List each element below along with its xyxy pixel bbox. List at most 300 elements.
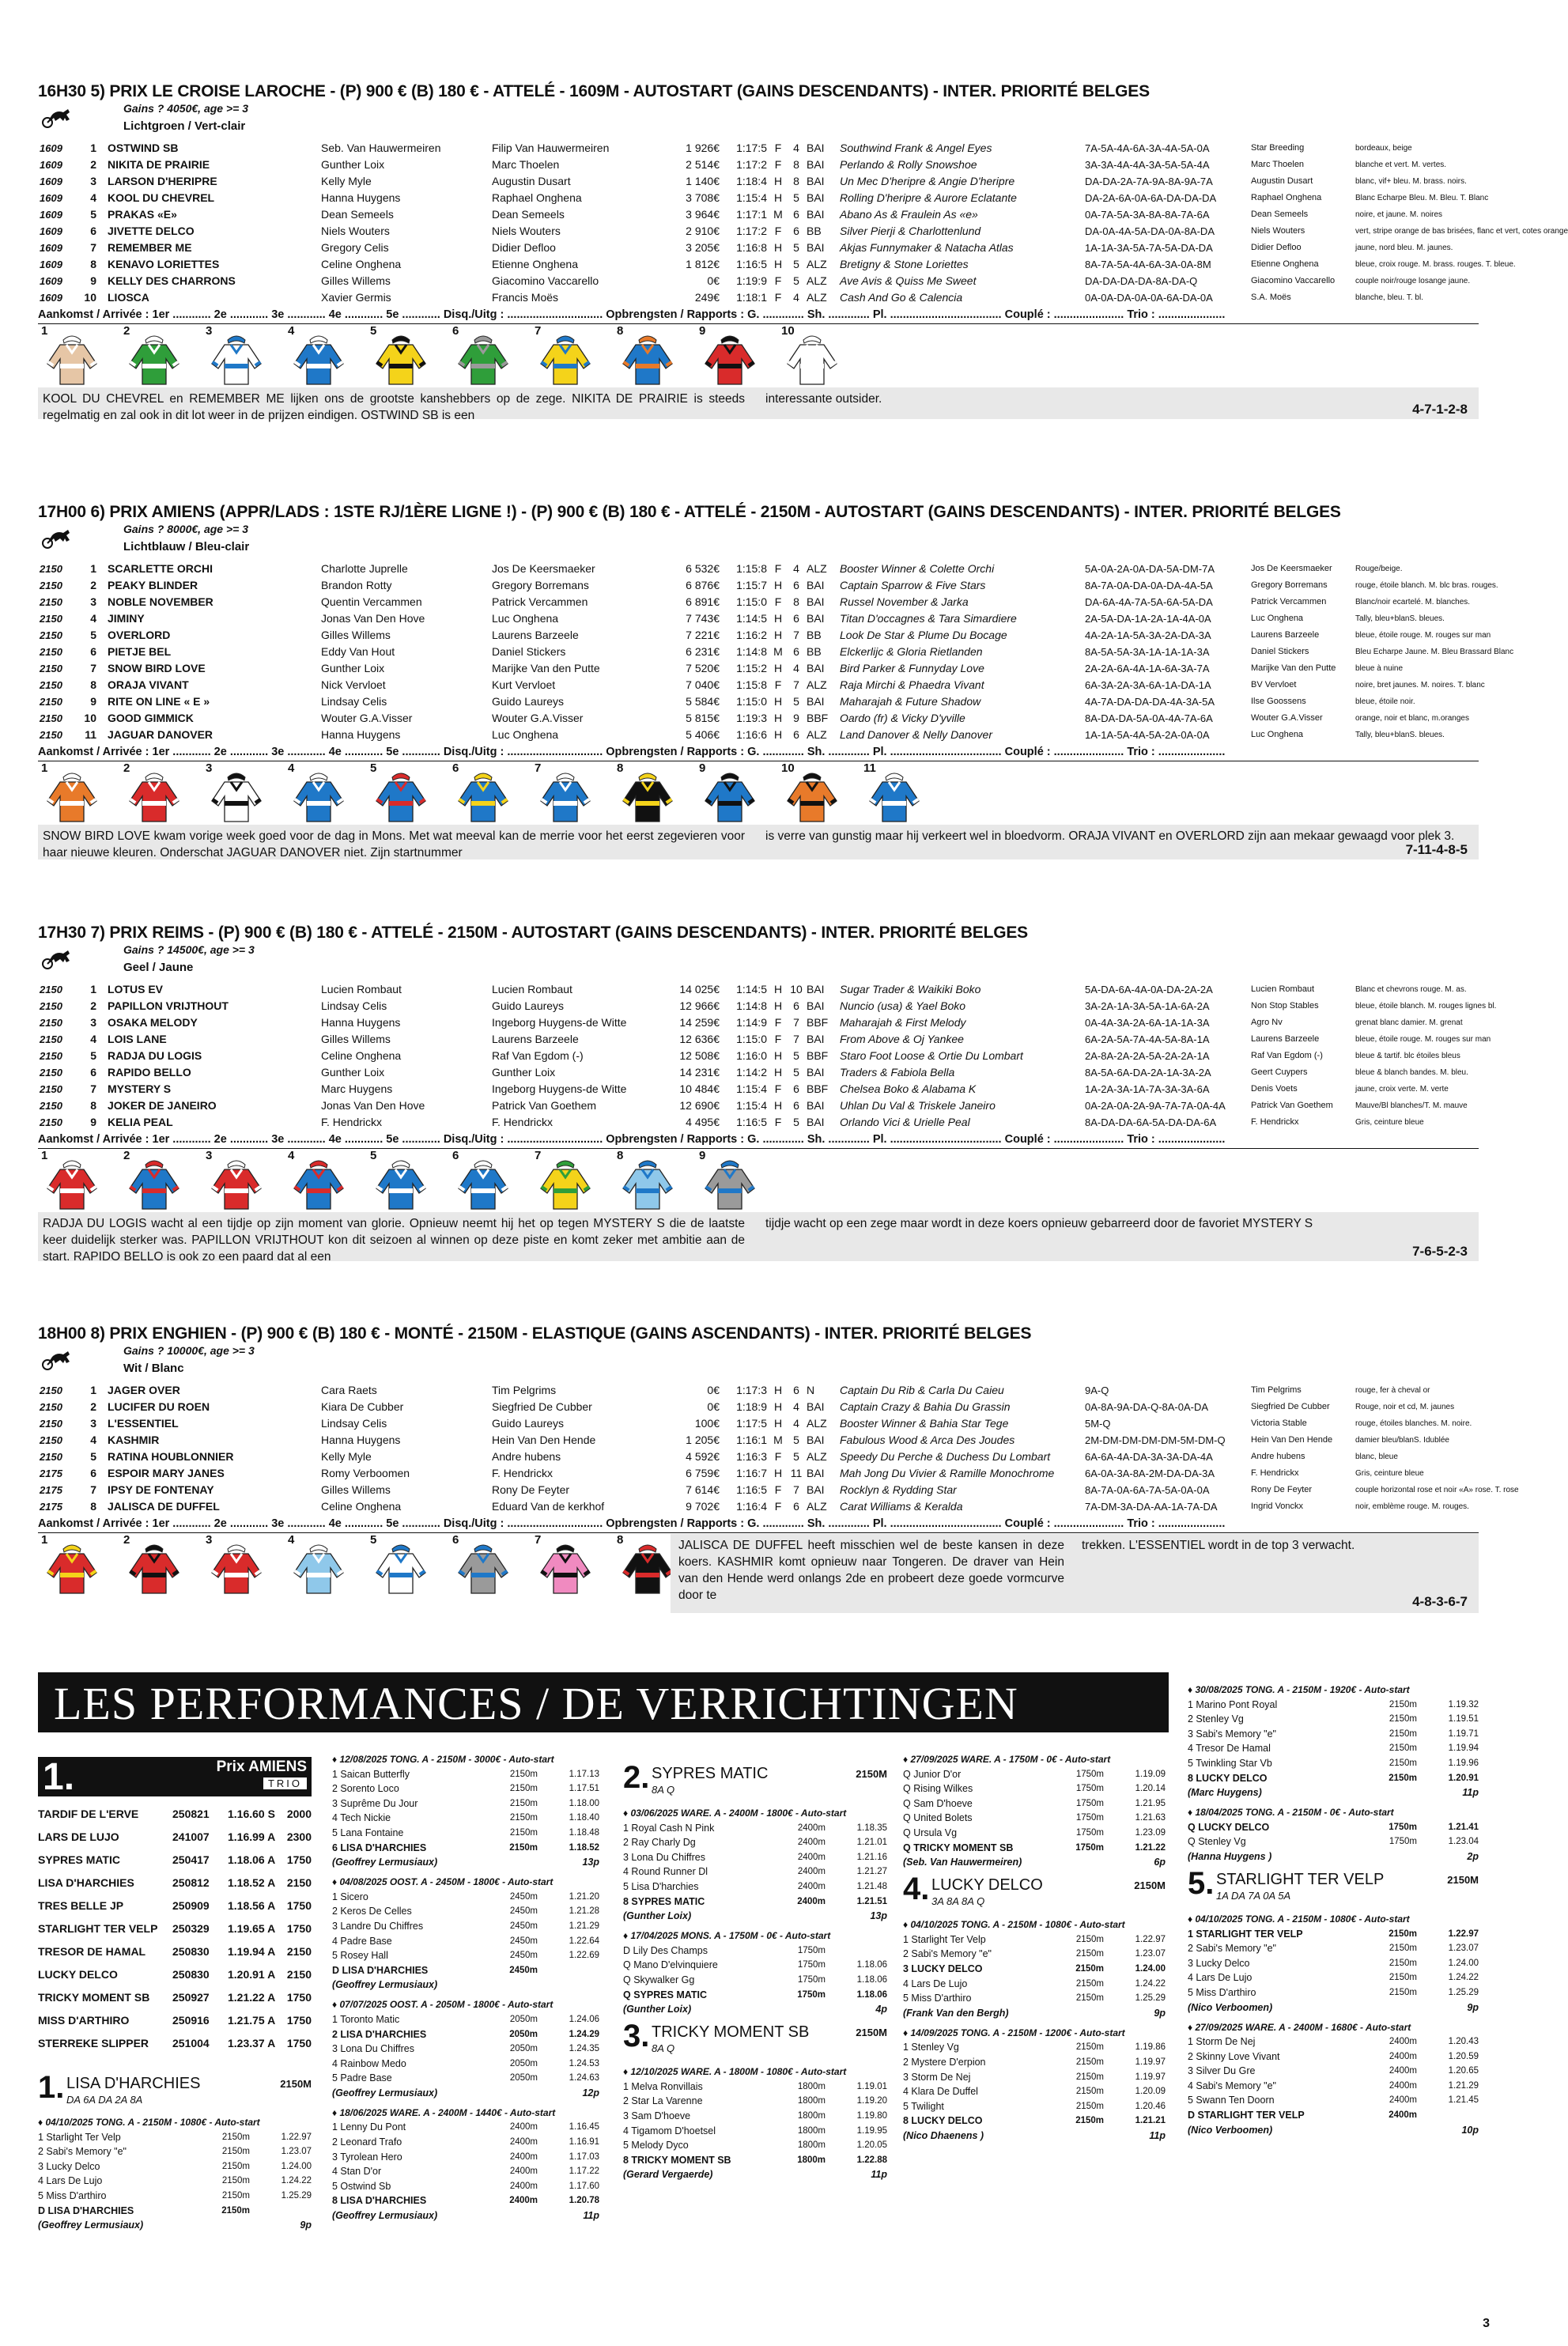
- perf-distance: 2150m: [221, 2176, 250, 2186]
- entry-ped: Oardo (fr) & Vicky D'yville: [840, 712, 965, 724]
- perf-jockey: [332, 1855, 599, 1870]
- perf-result-row: [38, 2204, 312, 2219]
- rapports-label: Opbrengsten / Rapports : G. ............. Sh. ............. Pl. ...................................: [606, 308, 1002, 321]
- entry-gain: 6 231€: [686, 645, 720, 658]
- entry-drv: F. Hendrickx: [321, 1116, 383, 1128]
- entry-name: NIKITA DE PRAIRIE: [108, 158, 210, 171]
- trio-date: 250830: [172, 1968, 210, 1981]
- entry-rec: 1:17:5: [736, 1417, 767, 1430]
- entry-drv: Jonas Van Den Hove: [321, 612, 425, 625]
- entry-note: rouge, étoiles blanches. M. noire.: [1355, 1419, 1472, 1428]
- entry-gain: 7 743€: [686, 612, 720, 625]
- entry-dist: 2175: [40, 1484, 62, 1496]
- entry-ped: Rolling D'heripre & Aurore Eclatante: [840, 191, 1017, 204]
- perf-result-row: [903, 1962, 1166, 1977]
- horse-music: 1A DA 7A 0A 5A: [1216, 1890, 1291, 1902]
- perf-distance: 1800m: [797, 2125, 826, 2136]
- perf-race-header: ♦ 07/07/2025 OOST. A - 2050M - 1800€ - Auto-start: [332, 1999, 554, 2011]
- perf-time: 1.23.07: [1135, 1949, 1166, 1959]
- entry-rec: 1:16:0: [736, 1049, 767, 1062]
- perf-jockey-name: (Gunther Loix): [623, 2004, 692, 2015]
- perf-time: 1.22.97: [281, 2132, 312, 2142]
- entry-dist: 2175: [40, 1468, 62, 1479]
- horse-music: 3A 8A 8A Q: [931, 1895, 985, 1907]
- entry-name: LOIS LANE: [108, 1033, 167, 1045]
- trio-row: [38, 1940, 312, 1963]
- entry-shoe: ALZ: [807, 1500, 827, 1513]
- entry-drv: Gregory Celis: [321, 241, 389, 254]
- entry-shoe: BB: [807, 225, 822, 237]
- entry-age: 5: [793, 274, 799, 287]
- perf-horse: 5 Swann Ten Doorn: [1188, 2095, 1275, 2106]
- entry-dist: 1609: [40, 292, 62, 304]
- perf-horse: 3 LUCKY DELCO: [903, 1963, 983, 1974]
- entry-gain: 12 508€: [679, 1049, 720, 1062]
- trio-row: [38, 1803, 312, 1826]
- perf-time: 1.18.06: [856, 1989, 887, 2000]
- entry-rec: 1:17:3: [736, 1384, 767, 1396]
- entry-age: 5: [793, 695, 799, 708]
- trio-time: 1.16.60 S: [228, 1808, 275, 1820]
- silk-number: 10: [781, 324, 795, 338]
- entry-gain: 7 520€: [686, 662, 720, 674]
- entry-sex: F: [774, 1500, 782, 1513]
- entry-trainer: Patrick Van Goethem: [1251, 1101, 1333, 1110]
- silk-number: 8: [617, 1533, 624, 1547]
- entry-music: 1A-1A-3A-5A-7A-5A-DA-DA: [1085, 242, 1213, 254]
- entry-age: 4: [793, 562, 799, 575]
- entry-trainer: Victoria Stable: [1251, 1419, 1307, 1428]
- entry-gain: 14 231€: [679, 1066, 720, 1079]
- perf-distance: 2400m: [509, 2181, 538, 2191]
- perf-result-row: [1188, 1956, 1479, 1971]
- trio-header: [38, 1756, 312, 1798]
- perf-horse: 8 TRICKY MOMENT SB: [623, 2154, 731, 2166]
- entry-name: JIMINY: [108, 612, 145, 625]
- silk-number: 9: [699, 1149, 706, 1162]
- jockey-silk-icon: [207, 1538, 266, 1596]
- trio-horse: TRES BELLE JP: [38, 1899, 124, 1912]
- trio-dist: 1750: [286, 1991, 312, 2004]
- trio-prix: Prix AMIENS: [216, 1759, 307, 1775]
- entry-drv: Brandon Rotty: [321, 579, 392, 591]
- entry-drv: Gilles Willems: [321, 629, 391, 641]
- race-prono: 7-11-4-8-5: [1405, 842, 1468, 857]
- perf-distance: 2150m: [1075, 2042, 1104, 2053]
- entry-gain: 5 815€: [686, 712, 720, 724]
- perf-result-row: [1188, 1698, 1479, 1713]
- perf-distance: 2400m: [509, 2196, 538, 2206]
- perf-horse: 1 Storm De Nej: [1188, 2036, 1256, 2048]
- perf-distance: 2150m: [1389, 1728, 1417, 1739]
- arrivee-label: Aankomst / Arrivée : 1er ............ 2e ............ 3e ............ 4e ............ 5e ............: [38, 1517, 440, 1530]
- perf-result-row: [1188, 2108, 1479, 2123]
- entry-music: DA-DA-2A-7A-9A-8A-9A-7A: [1085, 176, 1213, 187]
- perf-result-row: [623, 1988, 887, 2003]
- perf-time: 1.16.45: [569, 2122, 599, 2133]
- entry-trainer: Marc Thoelen: [1251, 160, 1305, 169]
- entry-sex: M: [773, 208, 783, 221]
- entry-dist: 2150: [40, 729, 62, 741]
- silk-number: 5: [370, 1149, 377, 1162]
- entry-music: 3A-3A-4A-4A-3A-5A-5A-4A: [1085, 159, 1210, 171]
- entry-music: 8A-5A-6A-DA-2A-1A-3A-2A: [1085, 1067, 1211, 1079]
- entry-rec: 1:16:5: [736, 1116, 767, 1128]
- perf-result-row: [1188, 2034, 1479, 2049]
- perf-result-row: [332, 2164, 599, 2179]
- perf-position: 9p: [1154, 2007, 1166, 2019]
- perf-horse: 5 Melody Dyco: [623, 2140, 689, 2151]
- horse-distance: 2150M: [1134, 1879, 1166, 1891]
- perf-jockey-name: (Marc Huygens): [1188, 1787, 1262, 1799]
- entry-rec: 1:15:4: [736, 191, 767, 204]
- entry-num: 7: [90, 1082, 96, 1095]
- table-row: [38, 627, 1479, 644]
- perf-time: 1.20.65: [1448, 2066, 1479, 2076]
- entry-num: 10: [84, 291, 96, 304]
- entry-ped: Bird Parker & Funnyday Love: [840, 662, 984, 674]
- entry-age: 5: [793, 1434, 799, 1446]
- entry-ped: Cash And Go & Calencia: [840, 291, 963, 304]
- perf-result-row: [332, 1826, 599, 1841]
- perf-result-row: [38, 2144, 312, 2159]
- perf-distance: 1800m: [797, 2110, 826, 2121]
- entry-age: 6: [793, 999, 799, 1012]
- perf-position: 11p: [1149, 2129, 1166, 2141]
- trio-row: [38, 1986, 312, 2009]
- perf-result-row: [623, 1973, 887, 1988]
- perf-position: 9p: [300, 2219, 312, 2231]
- trio-dist: 1750: [286, 1853, 312, 1866]
- race-comment: [671, 1534, 1479, 1613]
- perf-distance: 2150m: [1389, 1743, 1417, 1754]
- entry-gain: 12 966€: [679, 999, 720, 1012]
- table-row: [38, 273, 1479, 289]
- perf-horse: 1 Melva Ronvillais: [623, 2080, 703, 2092]
- horse-music: 8A Q: [652, 2042, 675, 2054]
- entry-ped: Raja Mirchi & Phaedra Vivant: [840, 678, 984, 691]
- entry-ped: Elckerlijc & Gloria Rietlanden: [840, 645, 983, 658]
- entry-own: Tim Pelgrims: [492, 1384, 557, 1396]
- perf-jockey: [623, 2002, 887, 2017]
- silk-number: 2: [123, 324, 130, 338]
- entry-music: 0A-7A-5A-3A-8A-8A-7A-6A: [1085, 209, 1210, 221]
- perf-time: 1.24.63: [569, 2073, 599, 2083]
- perf-horse: 4 Tresor De Hamal: [1188, 1743, 1271, 1755]
- perf-jockey-name: (Geoffrey Lermusiaux): [332, 1857, 438, 1868]
- perf-distance: 2400m: [1389, 2095, 1417, 2106]
- horse-block-header: [623, 1760, 887, 1800]
- jockey-silk-icon: [207, 329, 266, 387]
- entry-dist: 2150: [40, 1116, 62, 1128]
- entry-note: bleue, étoile blanch. M. rouges lignes bl.: [1355, 1002, 1497, 1011]
- perf-horse: D LISA D'HARCHIES: [38, 2204, 134, 2216]
- perf-position: 9p: [1467, 2001, 1479, 2013]
- trio-dist: 2300: [286, 1830, 312, 1843]
- perf-time: 1.19.09: [1135, 1769, 1166, 1779]
- entry-sex: H: [773, 1049, 783, 1062]
- entry-music: 2A-2A-6A-4A-1A-6A-3A-7A: [1085, 663, 1210, 674]
- horse-number: 2.: [623, 1760, 650, 1795]
- entry-shoe: BBF: [807, 1082, 829, 1095]
- entry-ped: Mah Jong Du Vivier & Ramille Monochrome: [840, 1467, 1055, 1479]
- trio-row: [38, 1963, 312, 1986]
- jockey-silk-icon: [536, 329, 595, 387]
- entry-shoe: BBF: [807, 1016, 829, 1029]
- perf-horse: 1 Royal Cash N Pink: [623, 1822, 715, 1834]
- perf-result-row: [332, 1948, 599, 1963]
- perf-time: 1.21.27: [856, 1867, 887, 1877]
- entry-trainer: Niels Wouters: [1251, 226, 1305, 236]
- entry-name: SCARLETTE ORCHI: [108, 562, 213, 575]
- perf-distance: 2400m: [1389, 2037, 1417, 2047]
- entry-drv: Romy Verboomen: [321, 1467, 410, 1479]
- perf-time: 1.21.63: [1135, 1813, 1166, 1823]
- entry-sex: F: [774, 1483, 782, 1496]
- entry-trainer: S.A. Moës: [1251, 293, 1291, 302]
- entry-num: 2: [90, 1400, 96, 1413]
- perf-time: 1.21.45: [1448, 2095, 1479, 2106]
- perf-time: 1.24.00: [1448, 1958, 1479, 1968]
- entry-name: ESPOIR MARY JANES: [108, 1467, 225, 1479]
- entry-drv: Niels Wouters: [321, 225, 390, 237]
- perf-time: 1.20.91: [1448, 1773, 1479, 1783]
- trio-horse: STARLIGHT TER VELP: [38, 1922, 158, 1935]
- race-subheader: [38, 102, 1479, 140]
- entry-name: IPSY DE FONTENAY: [108, 1483, 214, 1496]
- perf-horse: 2 LISA D'HARCHIES: [332, 2028, 427, 2040]
- perf-distance: 2150m: [1075, 2116, 1104, 2126]
- perf-horse: 1 Toronto Matic: [332, 2013, 400, 2025]
- perf-distance: 2150m: [1389, 1714, 1417, 1725]
- perf-distance: 1800m: [797, 2155, 826, 2165]
- perf-distance: 1750m: [1075, 1813, 1104, 1823]
- perf-horse: 4 Sabi's Memory "e": [1188, 2080, 1276, 2091]
- race-prono: 7-6-5-2-3: [1412, 1244, 1468, 1259]
- table-row: [38, 1064, 1479, 1081]
- perf-distance: 1750m: [797, 1989, 826, 2000]
- entry-note: rouge, fer à cheval or: [1355, 1386, 1430, 1395]
- entry-age: 10: [790, 983, 803, 995]
- entry-drv: Gunther Loix: [321, 1066, 385, 1079]
- perf-time: 1.18.48: [569, 1827, 599, 1838]
- perf-horse: 3 Landre Du Chiffres: [332, 1920, 424, 1932]
- entry-rec: 1:18:1: [736, 291, 767, 304]
- entry-music: 8A-5A-5A-3A-1A-1A-1A-3A: [1085, 646, 1210, 658]
- perf-horse: 1 Starlight Ter Velp: [38, 2131, 121, 2143]
- race-subheader: [38, 943, 1479, 981]
- perf-horse: 4 Lars De Lujo: [38, 2175, 103, 2187]
- entry-music: 5M-Q: [1085, 1418, 1111, 1430]
- banner-title: LES PERFORMANCES / DE VERRICHTINGEN: [54, 1678, 1018, 1729]
- perf-jockey-name: (Gunther Loix): [623, 1910, 692, 1922]
- entry-gain: 7 614€: [686, 1483, 720, 1496]
- trio-label: Trio : .....................: [1127, 1517, 1226, 1530]
- entry-dist: 1609: [40, 176, 62, 187]
- perf-jockey: [332, 2208, 599, 2223]
- entry-rec: 1:16:7: [736, 1467, 767, 1479]
- perf-result-row: [1188, 1820, 1479, 1835]
- silk-number: 8: [617, 324, 624, 338]
- entry-dist: 1609: [40, 159, 62, 171]
- race-colors: Wit / Blanc: [123, 1362, 184, 1375]
- entry-note: bleue, étoile rouge. M. rouges sur man: [1355, 631, 1491, 640]
- entry-shoe: BAI: [807, 208, 825, 221]
- entry-num: 7: [90, 662, 96, 674]
- entry-name: PIETJE BEL: [108, 645, 172, 658]
- entry-num: 3: [90, 1016, 96, 1029]
- entry-own: Patrick Van Goethem: [492, 1099, 597, 1112]
- perf-horse: 3 Silver Du Gre: [1188, 2065, 1256, 2077]
- perf-result-row: [1188, 1771, 1479, 1786]
- entry-ped: Russel November & Jarka: [840, 595, 969, 608]
- entry-trainer: F. Hendrickx: [1251, 1468, 1299, 1478]
- perf-time: 1.18.35: [856, 1823, 887, 1833]
- entry-num: 5: [90, 629, 96, 641]
- jockey-silk-icon: [618, 1154, 677, 1212]
- entry-rec: 1:14:8: [736, 645, 767, 658]
- perf-result-row: [903, 2114, 1166, 2129]
- entry-ped: Captain Sparrow & Five Stars: [840, 579, 986, 591]
- table-row: [38, 1048, 1479, 1064]
- perf-horse: 4 Lars De Lujo: [903, 1978, 968, 1989]
- trio-date: 250821: [172, 1808, 210, 1820]
- entry-trainer: Marijke Van den Putte: [1251, 663, 1336, 673]
- perf-result-row: [623, 1895, 887, 1910]
- silk-number: 5: [370, 761, 377, 775]
- entry-own: Eduard Van de kerkhof: [492, 1500, 605, 1513]
- entry-name: KELIA PEAL: [108, 1116, 173, 1128]
- table-row: [38, 727, 1479, 743]
- perf-distance: 2400m: [1389, 2080, 1417, 2091]
- trio-horse: LUCKY DELCO: [38, 1968, 118, 1981]
- results-line: [38, 1131, 1479, 1149]
- perf-jockey: [1188, 2123, 1479, 2138]
- perf-race-header: ♦ 12/10/2025 WARE. A - 1800M - 1080€ - Auto-start: [623, 2066, 847, 2078]
- table-row: [38, 206, 1479, 223]
- perf-horse: 8 SYPRES MATIC: [623, 1895, 705, 1907]
- jockey-silk-icon: [536, 1538, 595, 1596]
- entry-shoe: BAI: [807, 999, 825, 1012]
- entry-own: Kurt Vervloet: [492, 678, 556, 691]
- perf-result-row: [623, 1864, 887, 1879]
- entry-num: 5: [90, 1049, 96, 1062]
- perf-horse: Q Ursula Vg: [903, 1827, 958, 1838]
- perf-result-row: [38, 2174, 312, 2189]
- entry-gain: 0€: [707, 1400, 720, 1413]
- trio-horse: LARS DE LUJO: [38, 1830, 119, 1843]
- entry-age: 6: [793, 579, 799, 591]
- perf-result-row: [903, 1781, 1166, 1796]
- trio-row: [38, 1895, 312, 1917]
- entry-own: Lucien Rombaut: [492, 983, 572, 995]
- perf-jockey-name: (Geoffrey Lermusiaux): [38, 2219, 144, 2231]
- entry-note: noire, et jaune. M. noires: [1355, 210, 1443, 219]
- entry-note: noir, emblème rouge. M. rouges.: [1355, 1502, 1469, 1511]
- perf-result-row: [903, 1991, 1166, 2006]
- entry-name: ORAJA VIVANT: [108, 678, 189, 691]
- entry-music: DA-DA-DA-DA-8A-DA-Q: [1085, 275, 1198, 287]
- entry-rec: 1:14:2: [736, 1066, 767, 1079]
- entry-ped: Maharajah & Future Shadow: [840, 695, 981, 708]
- entry-name: JALISCA DE DUFFEL: [108, 1500, 220, 1513]
- silk-number: 2: [123, 761, 130, 775]
- race-6: [38, 502, 1514, 859]
- race-gains: Gains ? 14500€, age >= 3: [123, 943, 255, 956]
- perf-time: 1.21.20: [569, 1891, 599, 1902]
- perf-horse: 1 Sicero: [332, 1891, 368, 1902]
- entry-ped: Booster Winner & Bahia Star Tege: [840, 1417, 1009, 1430]
- silk-number: 7: [535, 1149, 542, 1162]
- entry-rec: 1:17:2: [736, 158, 767, 171]
- perf-time: 1.21.22: [1135, 1842, 1166, 1853]
- entry-rec: 1:17:1: [736, 208, 767, 221]
- entry-age: 4: [793, 142, 799, 154]
- entry-gain: 14 259€: [679, 1016, 720, 1029]
- entry-note: Gris, ceinture bleue: [1355, 1118, 1424, 1127]
- perf-race-header: ♦ 17/04/2025 MONS. A - 1750M - 0€ - Auto-start: [623, 1930, 831, 1942]
- entry-music: 2A-8A-2A-2A-5A-2A-2A-1A: [1085, 1050, 1210, 1062]
- perf-time: 1.24.53: [569, 2058, 599, 2068]
- entry-own: Gunther Loix: [492, 1066, 556, 1079]
- jockey-silk-icon: [454, 1538, 512, 1596]
- rapports-label: Opbrengsten / Rapports : G. ............. Sh. ............. Pl. ...................................: [606, 1517, 1002, 1530]
- jockey-silk-icon: [454, 766, 512, 825]
- perf-race-header: ♦ 12/08/2025 TONG. A - 2150M - 3000€ - Auto-start: [332, 1754, 554, 1765]
- table-row: [38, 577, 1479, 594]
- trio-time: 1.21.75 A: [228, 2014, 276, 2027]
- perf-horse: 3 Lucky Delco: [38, 2160, 100, 2172]
- perf-time: 1.18.52: [569, 1842, 599, 1853]
- entry-gain: 1 926€: [686, 142, 720, 154]
- trio-date: 250927: [172, 1991, 210, 2004]
- silks-row: [38, 761, 1479, 825]
- entry-trainer: Gregory Borremans: [1251, 580, 1328, 590]
- entry-trainer: Raphael Onghena: [1251, 193, 1322, 202]
- entry-rec: 1:14:8: [736, 999, 767, 1012]
- table-row: [38, 1465, 1479, 1482]
- table-row: [38, 998, 1479, 1014]
- perf-time: 1.24.35: [569, 2044, 599, 2054]
- race-5: [38, 81, 1568, 422]
- race-title: 18H00 8) PRIX ENGHIEN - (P) 900 € (B) 180 € - MONTÉ - 2150M - ELASTIQUE (GAINS ASCENDANTS) - INTER. PRIORITÉ BELGES: [38, 1324, 1032, 1343]
- perf-time: 1.24.22: [1448, 1973, 1479, 1983]
- silk-number: 2: [123, 1149, 130, 1162]
- perf-result-row: [332, 1767, 599, 1782]
- entry-dist: 2150: [40, 984, 62, 995]
- entry-sex: F: [774, 274, 782, 287]
- entry-rec: 1:15:8: [736, 562, 767, 575]
- perf-result-row: [623, 2124, 887, 2139]
- entry-own: Wouter G.A.Visser: [492, 712, 584, 724]
- silk-number: 6: [452, 324, 459, 338]
- entry-age: 5: [793, 191, 799, 204]
- entry-own: Hein Van Den Hende: [492, 1434, 596, 1446]
- perf-column-c3: [623, 1806, 887, 2182]
- entry-shoe: BAI: [807, 579, 825, 591]
- perf-horse: 2 Sabi's Memory "e": [903, 1948, 992, 1960]
- entry-dist: 2150: [40, 1451, 62, 1463]
- jockey-silk-icon: [372, 766, 430, 825]
- entry-sex: H: [773, 258, 783, 270]
- entry-sex: M: [773, 1434, 783, 1446]
- jockey-silk-icon: [454, 329, 512, 387]
- entry-age: 7: [793, 678, 799, 691]
- perf-distance: 2150m: [1075, 1949, 1104, 1959]
- entry-drv: Gilles Willems: [321, 1483, 391, 1496]
- entry-sex: H: [773, 1467, 783, 1479]
- perf-race-header: ♦ 30/08/2025 TONG. A - 2150M - 1920€ - Auto-start: [1188, 1684, 1410, 1695]
